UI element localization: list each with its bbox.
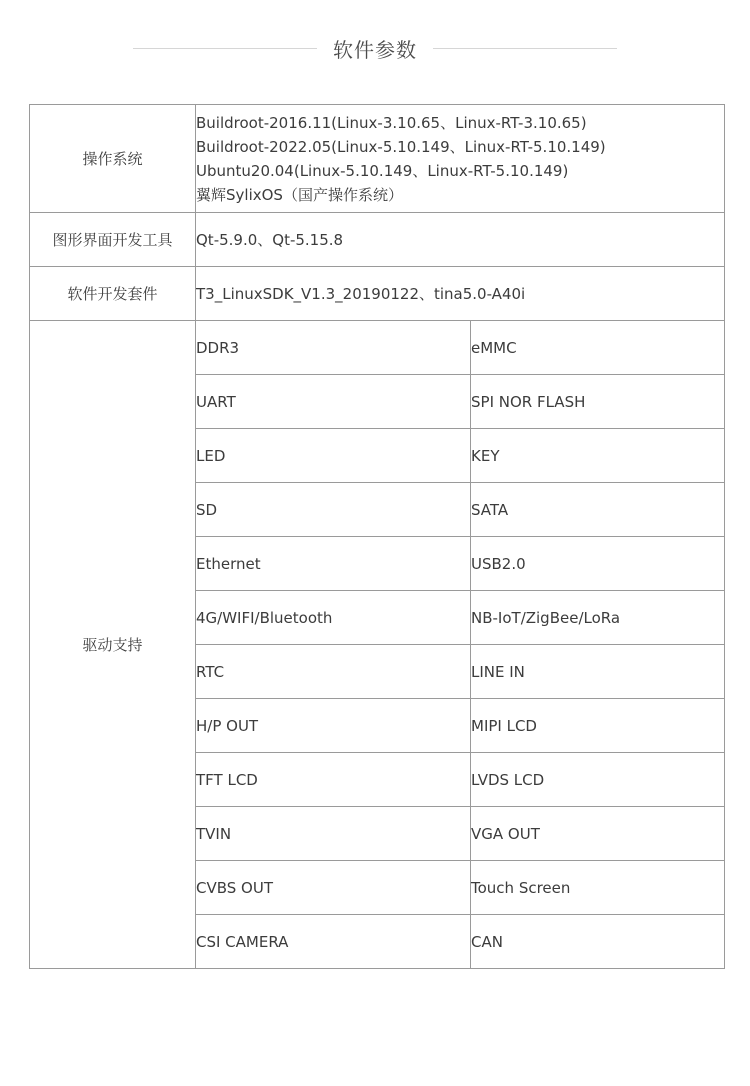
driver-item: eMMC [471, 321, 725, 375]
row-value-gui: Qt-5.9.0、Qt-5.15.8 [196, 213, 725, 267]
driver-item: Ethernet [196, 537, 471, 591]
os-line: Buildroot-2022.05(Linux-5.10.149、Linux-RT-5.10.149) [196, 137, 606, 156]
section-header [0, 30, 750, 66]
driver-item: KEY [471, 429, 725, 483]
os-line: Ubuntu20.04(Linux-5.10.149、Linux-RT-5.10.149) [196, 161, 569, 180]
title-divider-right [433, 48, 617, 49]
os-line: 翼辉SylixOS（国产操作系统） [196, 185, 403, 204]
row-label-gui: 图形界面开发工具 [30, 213, 196, 267]
driver-item: RTC [196, 645, 471, 699]
driver-item: LVDS LCD [471, 753, 725, 807]
driver-item: DDR3 [196, 321, 471, 375]
row-value-sdk: T3_LinuxSDK_V1.3_20190122、tina5.0-A40i [196, 267, 725, 321]
driver-item: CSI CAMERA [196, 915, 471, 969]
driver-item: H/P OUT [196, 699, 471, 753]
driver-item: SD [196, 483, 471, 537]
row-label-os: 操作系统 [30, 105, 196, 213]
row-value-os [196, 105, 725, 213]
row-label-drivers: 驱动支持 [30, 321, 196, 969]
table-row-gui [30, 213, 725, 267]
table-row-os [30, 105, 725, 213]
page-title: 软件参数 [333, 37, 417, 62]
driver-item: USB2.0 [471, 537, 725, 591]
driver-item: SPI NOR FLASH [471, 375, 725, 429]
driver-item: CAN [471, 915, 725, 969]
driver-item: SATA [471, 483, 725, 537]
driver-item: UART [196, 375, 471, 429]
driver-item: NB-IoT/ZigBee/LoRa [471, 591, 725, 645]
driver-item: LED [196, 429, 471, 483]
driver-item: 4G/WIFI/Bluetooth [196, 591, 471, 645]
driver-item: VGA OUT [471, 807, 725, 861]
os-line: Buildroot-2016.11(Linux-3.10.65、Linux-RT-3.10.65) [196, 113, 587, 132]
table-row-drivers [30, 321, 725, 375]
title-divider-left [133, 48, 317, 49]
row-label-sdk: 软件开发套件 [30, 267, 196, 321]
driver-item: CVBS OUT [196, 861, 471, 915]
driver-item: Touch Screen [471, 861, 725, 915]
driver-item: MIPI LCD [471, 699, 725, 753]
driver-item: LINE IN [471, 645, 725, 699]
table-row-sdk [30, 267, 725, 321]
driver-item: TFT LCD [196, 753, 471, 807]
driver-item: TVIN [196, 807, 471, 861]
software-spec-table [29, 104, 725, 969]
